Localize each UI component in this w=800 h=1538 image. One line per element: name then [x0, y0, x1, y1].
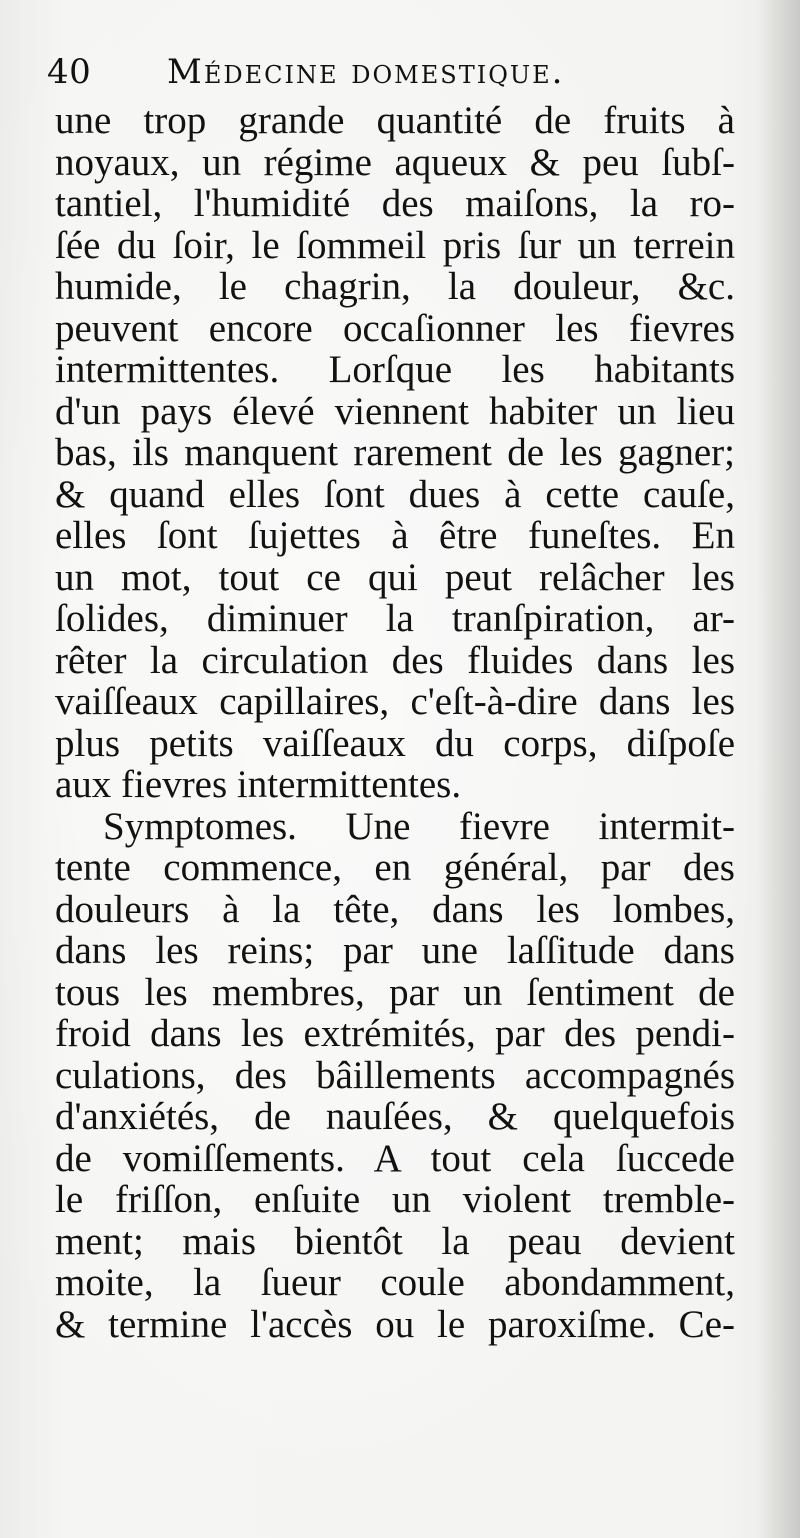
text-line: intermittentes. Lorſque les habitants: [55, 348, 735, 391]
text-line: froid dans les extrémités, par des pendi-: [55, 1012, 735, 1055]
text-line: peuvent encore occaſionner les fievres: [55, 306, 735, 350]
paragraph-end-line: aux fievres intermittentes.: [55, 763, 462, 806]
body-text: [55, 100, 735, 1345]
text-line: de vomiſſements. A tout cela ſuccede: [55, 1136, 735, 1180]
text-line: ſée du ſoir, le ſommeil pris ſur un terrein: [55, 223, 735, 267]
text-line: tantiel, l'humidité des maiſons, la ro-: [55, 182, 735, 225]
page-gutter-shadow: [758, 0, 800, 1538]
text-line: vaiſſeaux capillaires, c'eſt-à-dire dans les: [55, 680, 735, 723]
text-line: le friſſon, enſuite un violent tremble-: [55, 1178, 735, 1221]
text-line: un mot, tout ce qui peut relâcher les: [55, 555, 735, 599]
text-line: tous les membres, par un ſentiment de: [55, 970, 735, 1014]
text-line: plus petits vaiſſeaux du corps, diſpoſe: [55, 721, 735, 765]
text-line: rêter la circulation des fluides dans les: [55, 638, 735, 682]
text-line: culations, des bâillements accompagnés: [55, 1053, 735, 1097]
running-head: Médecine domestique.: [167, 52, 565, 92]
text-line: ment; mais bientôt la peau devient: [55, 1219, 735, 1263]
text-line: elles ſont ſujettes à être funeſtes. En: [55, 514, 735, 557]
text-line: ſolides, diminuer la tranſpiration, ar-: [55, 597, 735, 640]
text-line: d'un pays élevé viennent habiter un lieu: [55, 389, 735, 433]
page-number: 40: [47, 52, 92, 92]
text-line: noyaux, un régime aqueux & peu ſubſ-: [55, 140, 735, 184]
text-line: douleurs à la tête, dans les lombes,: [55, 887, 735, 931]
text-line: bas, ils manquent rarement de les gagner;: [55, 431, 735, 474]
section-heading-line: Symptomes. Une fievre intermit-: [103, 804, 735, 848]
page-header: [47, 52, 727, 98]
catchword-line: & termine l'accès ou le paroxiſme. Ce-: [55, 1302, 735, 1346]
text-line: moite, la ſueur coule abondamment,: [55, 1261, 735, 1304]
text-line: & quand elles ſont dues à cette cauſe,: [55, 472, 735, 516]
text-line: tente commence, en général, par des: [55, 846, 735, 889]
text-line: humide, le chagrin, la douleur, &c.: [55, 265, 735, 308]
text-line: d'anxiétés, de nauſées, & quelquefois: [55, 1095, 735, 1138]
text-line: dans les reins; par une laſſitude dans: [55, 929, 735, 972]
text-line: une trop grande quantité de fruits à: [55, 99, 735, 142]
